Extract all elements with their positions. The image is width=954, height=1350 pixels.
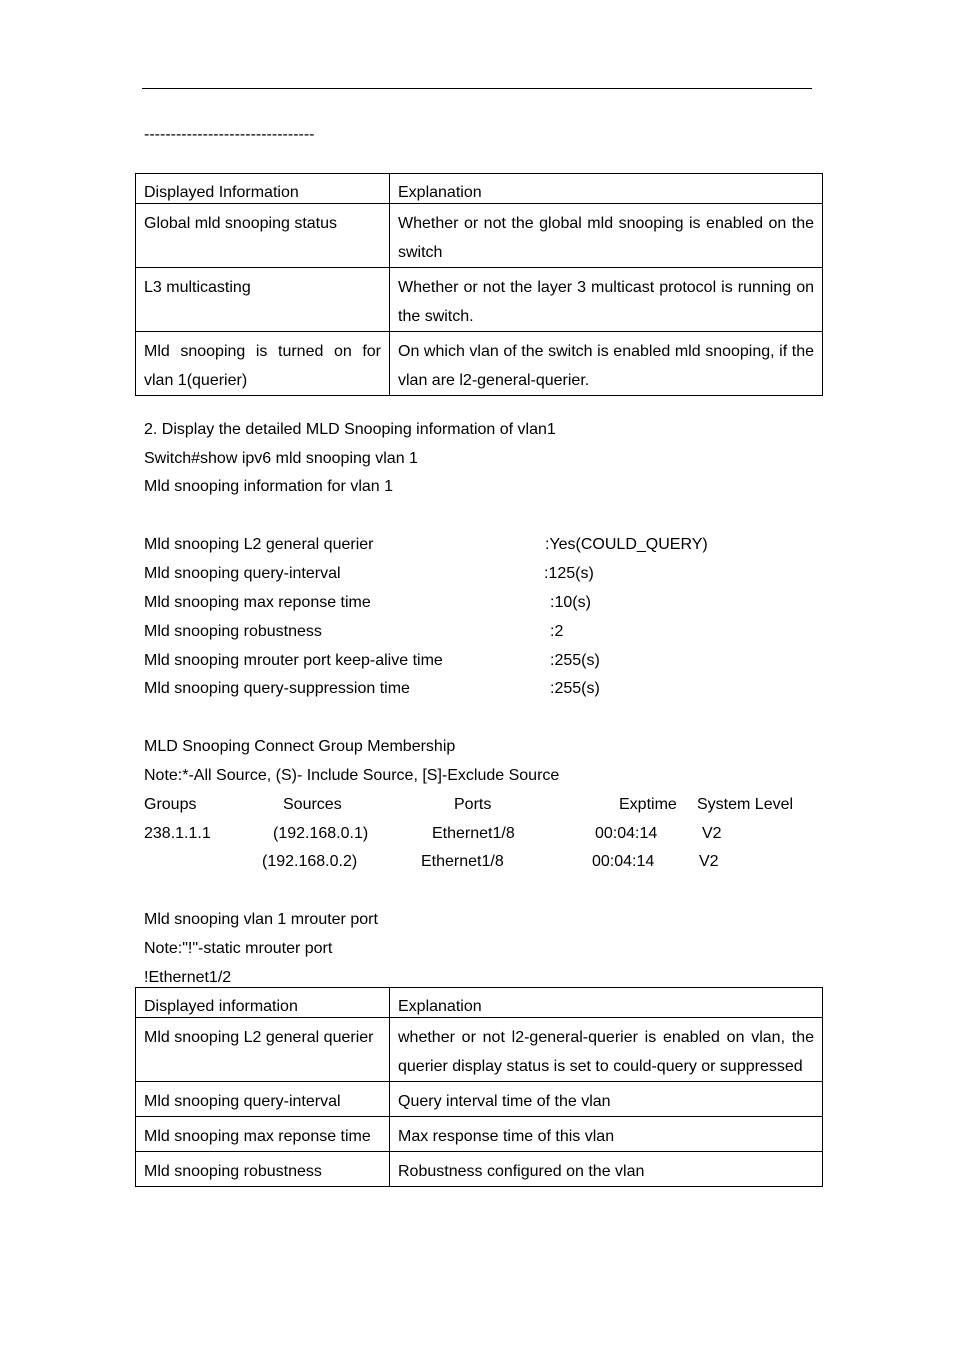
- col-header-exptime: Exptime: [619, 796, 677, 813]
- table-cell: Max response time of this vlan: [390, 1117, 823, 1152]
- setting-value: :125(s): [544, 565, 594, 582]
- table-cell: Global mld snooping status: [136, 204, 390, 268]
- setting-value: :Yes(COULD_QUERY): [545, 536, 708, 553]
- table-header-row: [136, 988, 823, 1018]
- exptime-value: 00:04:14: [595, 825, 658, 842]
- col-header-sources: Sources: [283, 796, 342, 813]
- table-row: [136, 1018, 823, 1082]
- col-header-groups: Groups: [144, 796, 197, 813]
- level-value: V2: [699, 853, 719, 870]
- table-cell: Robustness configured on the vlan: [390, 1152, 823, 1187]
- membership-note: Note:*-All Source, (S)- Include Source, [S]-Exclude Source: [144, 767, 560, 784]
- table-header-cell: Displayed Information: [136, 174, 390, 204]
- setting-label: Mld snooping mrouter port keep-alive time: [144, 652, 443, 669]
- group-address: 238.1.1.1: [144, 825, 211, 842]
- setting-label: Mld snooping robustness: [144, 623, 322, 640]
- table-row: [136, 1082, 823, 1117]
- source-address: (192.168.0.1): [273, 825, 369, 842]
- setting-value: :2: [550, 623, 564, 640]
- mrouter-port: !Ethernet1/2: [144, 969, 232, 986]
- table-header-cell: Explanation: [390, 174, 823, 204]
- table-cell: L3 multicasting: [136, 268, 390, 332]
- mrouter-title: Mld snooping vlan 1 mrouter port: [144, 911, 378, 928]
- table-cell: whether or not l2-general-querier is enabled on vlan, the querier display status is set to could-query or suppressed: [390, 1018, 823, 1082]
- separator-line: --------------------------------: [144, 126, 315, 143]
- section-heading: 2. Display the detailed MLD Snooping information of vlan1: [144, 421, 556, 438]
- header-rule: [142, 88, 812, 89]
- command-line: Switch#show ipv6 mld snooping vlan 1: [144, 450, 418, 467]
- table-cell: Whether or not the global mld snooping is enabled on the switch: [390, 204, 823, 268]
- table-cell: Mld snooping query-interval: [136, 1082, 390, 1117]
- setting-value: :255(s): [550, 652, 600, 669]
- table-header-cell: Explanation: [390, 988, 823, 1018]
- setting-label: Mld snooping max reponse time: [144, 594, 371, 611]
- mrouter-note: Note:"!"-static mrouter port: [144, 940, 333, 957]
- table-header-cell: Displayed information: [136, 988, 390, 1018]
- table-cell: Whether or not the layer 3 multicast protocol is running on the switch.: [390, 268, 823, 332]
- table-row: [136, 268, 823, 332]
- table-cell: Mld snooping is turned on for vlan 1(querier): [136, 332, 390, 396]
- port-name: Ethernet1/8: [421, 853, 504, 870]
- level-value: V2: [702, 825, 722, 842]
- port-name: Ethernet1/8: [432, 825, 515, 842]
- table-row: [136, 1152, 823, 1187]
- table-header-row: [136, 174, 823, 204]
- table-cell: Mld snooping robustness: [136, 1152, 390, 1187]
- table-row: [136, 332, 823, 396]
- setting-label: Mld snooping query-suppression time: [144, 680, 410, 697]
- membership-title: MLD Snooping Connect Group Membership: [144, 738, 456, 755]
- setting-value: :255(s): [550, 680, 600, 697]
- exptime-value: 00:04:14: [592, 853, 655, 870]
- table-row: [136, 204, 823, 268]
- source-address: (192.168.0.2): [262, 853, 358, 870]
- col-header-ports: Ports: [454, 796, 492, 813]
- setting-label: Mld snooping query-interval: [144, 565, 341, 582]
- setting-label: Mld snooping L2 general querier: [144, 536, 374, 553]
- setting-value: :10(s): [550, 594, 591, 611]
- table-cell: Mld snooping max reponse time: [136, 1117, 390, 1152]
- info-table-1: [135, 173, 823, 396]
- table-cell: On which vlan of the switch is enabled mld snooping, if the vlan are l2-general-querier.: [390, 332, 823, 396]
- table-cell: Mld snooping L2 general querier: [136, 1018, 390, 1082]
- info-title: Mld snooping information for vlan 1: [144, 478, 394, 495]
- table-row: [136, 1117, 823, 1152]
- col-header-level: System Level: [697, 796, 794, 813]
- table-cell: Query interval time of the vlan: [390, 1082, 823, 1117]
- info-table-2: [135, 987, 823, 1187]
